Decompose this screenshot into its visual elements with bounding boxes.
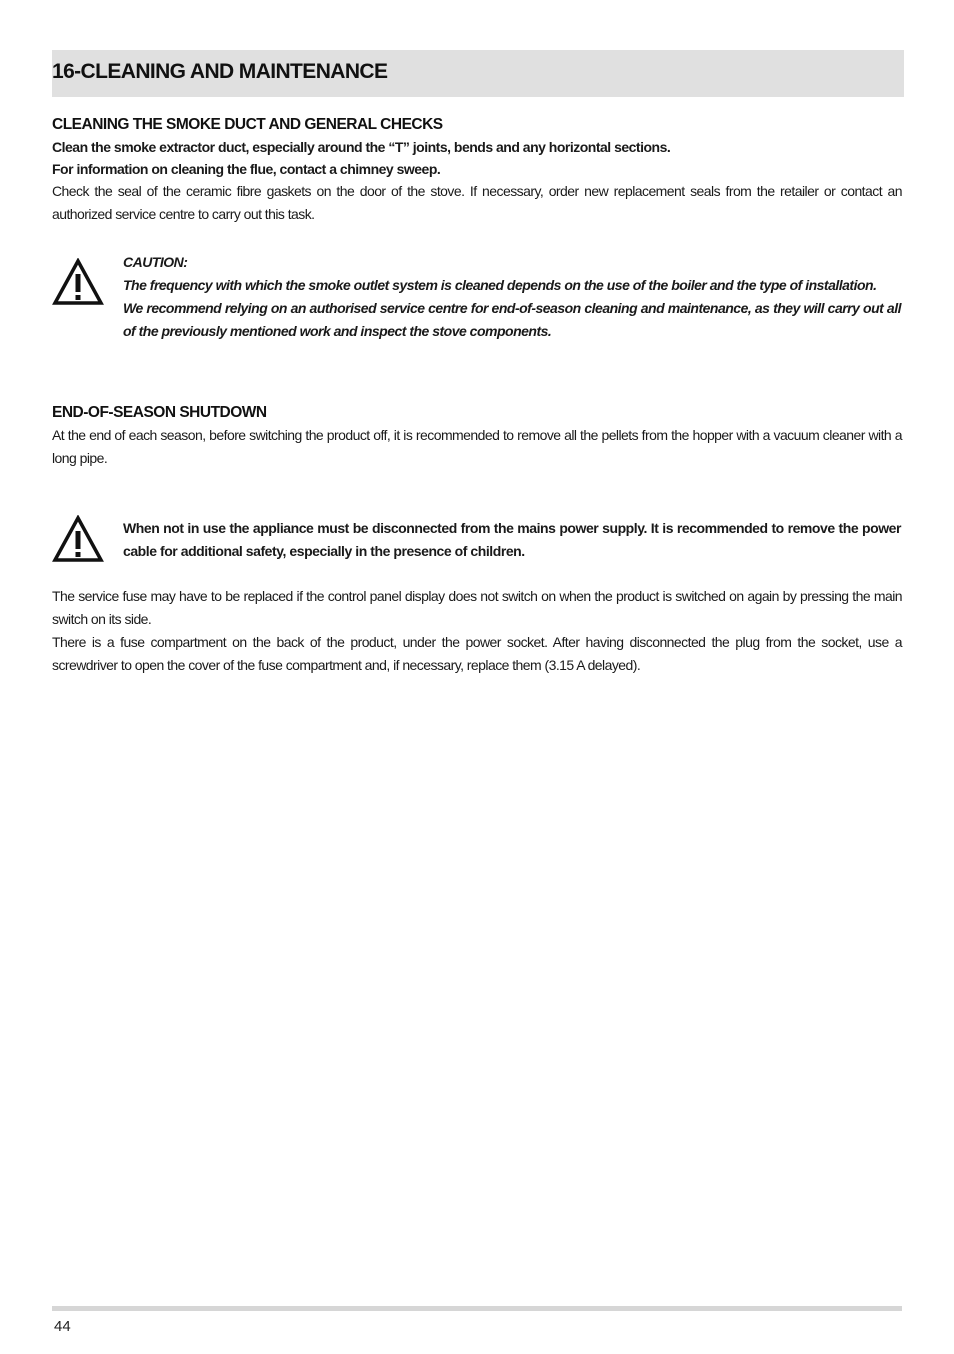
warning-triangle-icon [52, 258, 104, 306]
shutdown-heading: END-OF-SEASON SHUTDOWN [52, 404, 267, 421]
fuse-section [52, 585, 902, 677]
section-title: 16-CLEANING AND MAINTENANCE [52, 60, 388, 83]
caution-text-frequency: The frequency with which the smoke outlet system is cleaned depends on the use of the boiler and the type of installation. [123, 277, 877, 293]
footer-rule [52, 1306, 902, 1311]
cleaning-heading: CLEANING THE SMOKE DUCT AND GENERAL CHECKS [52, 116, 443, 133]
caution-block [123, 251, 901, 343]
cleaning-instruction-duct: Clean the smoke extractor duct, especially around the “T” joints, bends and any horizontal sections. [52, 139, 671, 155]
page-number: 44 [54, 1318, 71, 1335]
cleaning-paragraph: Check the seal of the ceramic fibre gaskets on the door of the stove. If necessary, order new replacement seals from the retailer or contact an authorized service centre to carry out this task. [52, 183, 902, 222]
caution-label: CAUTION: [123, 254, 188, 270]
fuse-paragraph-compartment: There is a fuse compartment on the back of the product, under the power socket. After having disconnected the plug from the socket, use a screwdriver to open the cover of the fuse compartment and, if necessary, replace them (3.15 A delayed). [52, 634, 902, 673]
cleaning-section [52, 114, 902, 226]
section-header-bar [52, 50, 904, 97]
fuse-paragraph-replace: The service fuse may have to be replaced if the control panel display does not switch on when the product is switched on again by pressing the main switch on its side. [52, 588, 902, 627]
cleaning-instruction-flue: For information on cleaning the flue, contact a chimney sweep. [52, 161, 441, 177]
power-warning-text: When not in use the appliance must be disconnected from the mains power supply. It is recommended to remove the power cable for additional safety, especially in the presence of children. [123, 520, 901, 559]
caution-text-recommendation: We recommend relying on an authorised service centre for end-of-season cleaning and maintenance, as they will carry out all of the previously mentioned work and inspect the stove components. [123, 300, 901, 339]
warning-triangle-icon [52, 515, 104, 563]
power-warning-block [123, 517, 901, 563]
shutdown-paragraph: At the end of each season, before switching the product off, it is recommended to remove all the pellets from the hopper with a vacuum cleaner with a long pipe. [52, 427, 902, 466]
shutdown-section [52, 402, 902, 470]
